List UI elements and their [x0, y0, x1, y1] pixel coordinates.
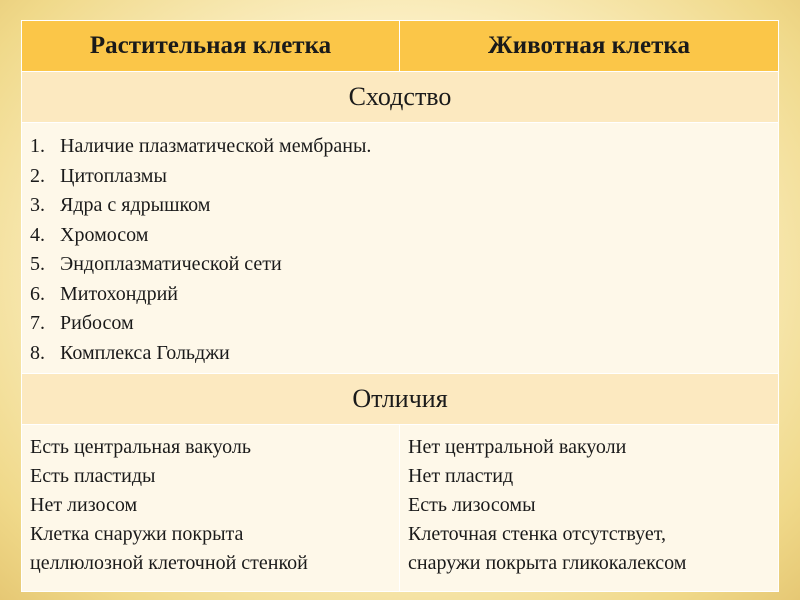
differences-title-row	[22, 374, 779, 425]
plant-difference-item: Клетка снаружи покрыта целлюлозной клеточной стенкой	[30, 523, 308, 574]
item-text: Рибосом	[60, 312, 134, 334]
animal-difference-item: Есть лизосомы	[408, 494, 536, 516]
header-animal-cell: Животная клетка	[400, 21, 779, 72]
similarity-title: Сходство	[22, 72, 779, 123]
item-number: 6.	[30, 282, 45, 305]
similarity-title-row	[22, 72, 779, 123]
item-number: 3.	[30, 194, 45, 216]
item-number: 7.	[30, 312, 45, 334]
plant-difference-item: Есть пластиды	[30, 465, 156, 487]
item-text: Комплекса Гольджи	[60, 341, 230, 364]
item-text: Ядра с ядрышком	[60, 194, 211, 216]
animal-difference-item: Клеточная стенка отсутствует, снаружи покрыта гликокалексом	[408, 523, 687, 574]
item-text: Хромосом	[60, 223, 149, 246]
similarity-item	[30, 191, 778, 221]
plant-difference-item: Нет лизосом	[30, 494, 138, 516]
animal-difference-item: Нет пластид	[408, 465, 514, 487]
differences-row	[22, 425, 779, 592]
item-text: Эндоплазматической сети	[60, 253, 282, 275]
item-number: 2.	[30, 164, 45, 187]
similarity-list-cell	[22, 123, 779, 374]
animal-differences-list	[400, 425, 778, 578]
similarity-item	[30, 132, 778, 162]
item-number: 8.	[30, 341, 45, 364]
header-row	[22, 21, 779, 72]
item-number: 4.	[30, 223, 45, 246]
similarity-list	[22, 123, 778, 368]
animal-differences-cell	[400, 425, 779, 592]
item-text: Наличие плазматической мембраны.	[60, 135, 372, 157]
header-plant-cell: Растительная клетка	[22, 21, 400, 72]
item-text: Цитоплазмы	[60, 164, 167, 187]
similarity-item	[30, 162, 778, 192]
animal-difference-item: Нет центральной вакуоли	[408, 436, 627, 458]
comparison-table	[21, 20, 779, 592]
item-number: 1.	[30, 135, 45, 157]
differences-title: Отличия	[22, 374, 779, 425]
similarity-item	[30, 339, 778, 369]
similarity-item	[30, 221, 778, 251]
plant-difference-item: Есть центральная вакуоль	[30, 436, 251, 458]
similarity-item	[30, 280, 778, 310]
plant-differences-cell	[22, 425, 400, 592]
item-text: Митохондрий	[60, 282, 178, 305]
item-number: 5.	[30, 253, 45, 275]
plant-differences-list	[22, 425, 399, 578]
similarity-item	[30, 250, 778, 280]
similarity-list-row	[22, 123, 779, 374]
similarity-item	[30, 309, 778, 339]
